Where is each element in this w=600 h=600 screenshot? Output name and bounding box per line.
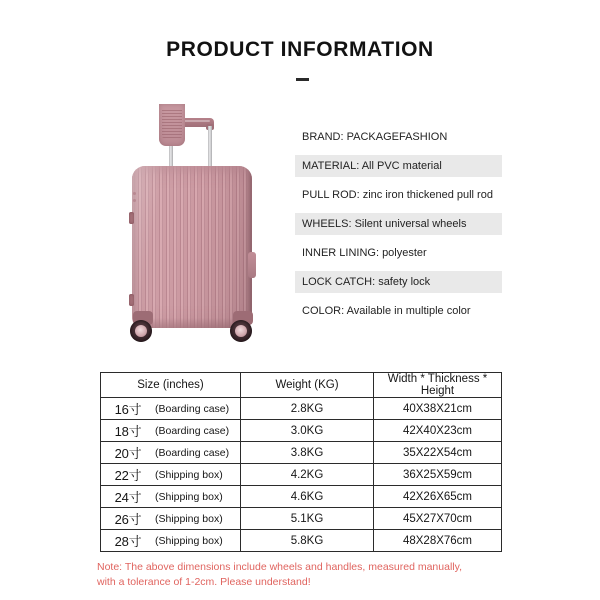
side-handle-right <box>248 252 256 278</box>
cell-weight: 3.8KG <box>241 442 374 464</box>
cell-size-kind: (Shipping box) <box>155 468 223 481</box>
cell-size-inch: 22寸 <box>114 468 142 483</box>
cell-size-inch: 16寸 <box>114 402 142 417</box>
lock-catch-dot-lower <box>133 199 136 202</box>
side-latch-bottom <box>129 294 134 306</box>
pull-rod-mount-ribs <box>162 108 182 138</box>
cell-size <box>101 530 241 552</box>
side-latch-top <box>129 212 134 224</box>
table-row <box>101 442 502 464</box>
cell-dimensions: 42X26X65cm <box>374 486 502 508</box>
table-row <box>101 486 502 508</box>
specification-list <box>295 126 502 329</box>
spec-row-lock-catch: LOCK CATCH: safety lock <box>295 271 502 293</box>
cell-size-inch: 18寸 <box>114 424 142 439</box>
cell-size-inch: 20寸 <box>114 446 142 461</box>
note-line-2: with a tolerance of 1-2cm. Please understand! <box>97 576 311 588</box>
cell-size-kind: (Shipping box) <box>155 534 223 547</box>
cell-dimensions: 35X22X54cm <box>374 442 502 464</box>
spec-row-pull-rod: PULL ROD: zinc iron thickened pull rod <box>302 189 493 201</box>
suitcase-shell <box>132 166 252 328</box>
note-line-1: Note: The above dimensions include wheels and handles, measured manually, <box>97 561 462 573</box>
cell-dimensions: 48X28X76cm <box>374 530 502 552</box>
cell-size-inch: 26寸 <box>114 512 142 527</box>
spec-row-brand: BRAND: PACKAGEFASHION <box>302 131 448 143</box>
page-title: PRODUCT INFORMATION <box>166 38 434 61</box>
cell-size-kind: (Boarding case) <box>155 424 230 437</box>
spec-row-inner-lining: INNER LINING: polyester <box>302 247 427 259</box>
product-image-suitcase <box>112 104 277 344</box>
spinner-wheel-left <box>130 316 156 342</box>
cell-size-inch: 28寸 <box>114 534 142 549</box>
size-specification-table <box>100 372 502 552</box>
cell-size-inch: 24寸 <box>114 490 142 505</box>
cell-weight: 5.8KG <box>241 530 374 552</box>
spec-row-wheels: WHEELS: Silent universal wheels <box>295 213 502 235</box>
cell-size-kind: (Boarding case) <box>155 446 230 459</box>
cell-size-kind: (Shipping box) <box>155 512 223 525</box>
cell-dimensions: 42X40X23cm <box>374 420 502 442</box>
table-row <box>101 398 502 420</box>
cell-size-kind: (Shipping box) <box>155 490 223 503</box>
cell-size <box>101 398 241 420</box>
cell-dimensions: 45X27X70cm <box>374 508 502 530</box>
wheel-hub <box>235 325 247 337</box>
cell-weight: 5.1KG <box>241 508 374 530</box>
cell-size <box>101 464 241 486</box>
cell-dimensions: 36X25X59cm <box>374 464 502 486</box>
cell-size-kind: (Boarding case) <box>155 402 230 415</box>
cell-size <box>101 442 241 464</box>
measurement-note <box>97 560 517 590</box>
cell-weight: 2.8KG <box>241 398 374 420</box>
spec-row-color: COLOR: Available in multiple color <box>302 305 471 317</box>
cell-size <box>101 508 241 530</box>
cell-size <box>101 486 241 508</box>
cell-weight: 3.0KG <box>241 420 374 442</box>
cell-weight: 4.6KG <box>241 486 374 508</box>
table-header-dimensions: Width * Thickness * Height <box>374 373 502 398</box>
table-header-row <box>101 373 502 398</box>
lock-catch-dot-upper <box>133 192 136 195</box>
title-divider-dash-icon <box>296 78 309 81</box>
table-row <box>101 464 502 486</box>
cell-size <box>101 420 241 442</box>
wheel-hub <box>135 325 147 337</box>
table-header-weight: Weight (KG) <box>241 373 374 398</box>
table-row <box>101 508 502 530</box>
spec-row-material: MATERIAL: All PVC material <box>295 155 502 177</box>
table-row <box>101 420 502 442</box>
spinner-wheel-right <box>230 316 256 342</box>
cell-dimensions: 40X38X21cm <box>374 398 502 420</box>
table-row <box>101 530 502 552</box>
suitcase-gloss-highlight <box>132 166 252 328</box>
cell-weight: 4.2KG <box>241 464 374 486</box>
table-header-size: Size (inches) <box>101 373 241 398</box>
